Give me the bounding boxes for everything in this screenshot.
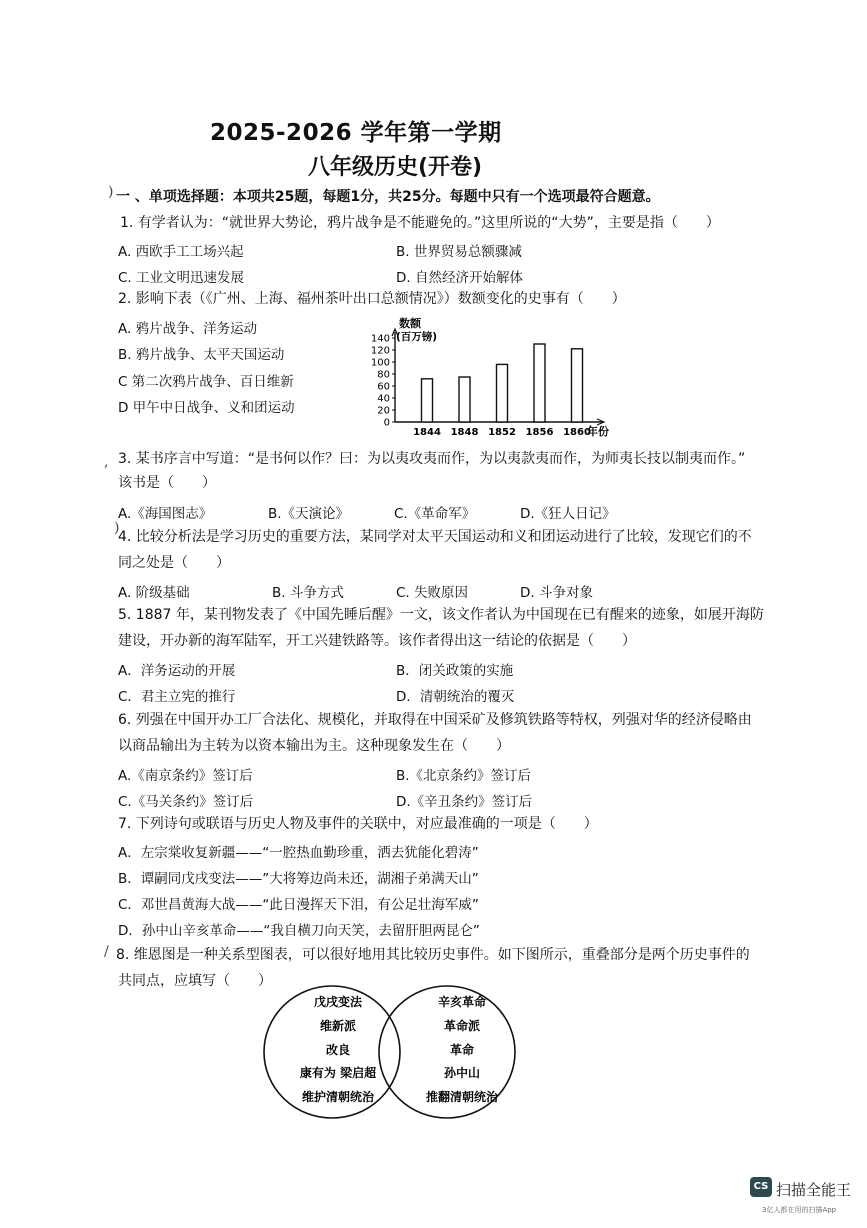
q2-option-a: A. 鸦片战争、洋务运动 [118, 321, 258, 337]
chart-bar [459, 377, 470, 422]
q6-stem-line2: 以商品输出为主转为以资本输出为主。这种现象发生在（ ） [118, 738, 510, 754]
q5-stem-line2: 建设，开办新的海军陆军，开工兴建铁路等。该作者得出这一结论的依据是（ ） [118, 633, 636, 649]
chart-y-tick-label: 140 [370, 333, 390, 345]
q7-option-c: C．邓世昌黄海大战——“此日漫挥天下泪，有公足壮海军威” [118, 897, 479, 913]
venn-right-item: 革命 [449, 1043, 475, 1057]
venn-left-item: 康有为 梁启超 [299, 1066, 377, 1080]
venn-left-item: 改良 [325, 1043, 351, 1057]
q1-option-a: A. 西欧手工工场兴起 [118, 244, 244, 260]
q4-option-c: C. 失败原因 [396, 585, 469, 601]
chart-bar [572, 349, 583, 422]
chart-x-tick-label: 1852 [488, 427, 516, 438]
watermark-tagline: 3亿人都在用的扫描App [762, 1206, 837, 1214]
section-heading: 一 、单项选择题：本项共25题，每题1分，共25分。每题中只有一个选项最符合题意。 [116, 189, 660, 205]
venn-left-item: 戊戌变法 [313, 995, 363, 1009]
q4-option-d: D. 斗争对象 [520, 585, 593, 601]
q1-option-c: C. 工业文明迅速发展 [118, 270, 245, 286]
chart-y-tick-label: 100 [370, 357, 390, 369]
scan-mark: , [104, 454, 109, 470]
exam-subtitle: 八年级历史(开卷) [308, 155, 483, 180]
q2-option-d: D 甲午中日战争、义和团运动 [118, 400, 295, 416]
q4-option-b: B. 斗争方式 [272, 585, 344, 601]
chart-x-tick-label: 1844 [413, 427, 441, 438]
q7-option-a: A．左宗棠收复新疆——“一腔热血勤珍重，洒去犹能化碧涛” [118, 845, 479, 861]
watermark-name: 扫描全能王 [776, 1181, 852, 1199]
chart-bar [422, 379, 433, 422]
chart-bar [497, 364, 508, 422]
q4-option-a: A. 阶级基础 [118, 585, 190, 601]
q2-option-c: C 第二次鸦片战争、百日维新 [118, 374, 294, 390]
q5-option-d: D．清朝统治的覆灭 [396, 689, 515, 705]
venn-left-item: 维新派 [319, 1019, 357, 1033]
chart-yunit: (百万镑) [396, 331, 438, 343]
q3-stem-line2: 该书是（ ） [118, 475, 216, 491]
chart-x-tick-label: 1860 [563, 427, 591, 438]
q6-option-c: C.《马关条约》签订后 [118, 794, 254, 810]
q2-option-b: B. 鸦片战争、太平天国运动 [118, 347, 285, 363]
chart-y-tick-label: 0 [383, 417, 390, 429]
venn-right-item: 辛亥革命 [437, 995, 487, 1009]
q3-stem-line1: 3. 某书序言中写道：“是书何以作？曰：为以夷攻夷而作，为以夷款夷而作，为师夷长技以制夷而作。” [118, 451, 746, 467]
chart-ylabel: 数额 [399, 317, 421, 330]
venn-diagram [260, 982, 522, 1122]
q4-stem-line2: 同之处是（ ） [118, 555, 230, 571]
q5-option-a: A．洋务运动的开展 [118, 663, 236, 679]
q6-stem-line1: 6. 列强在中国开办工厂合法化、规模化，并取得在中国采矿及修筑铁路等特权，列强对华的经济侵略由 [118, 712, 752, 728]
q6-option-a: A.《南京条约》签订后 [118, 768, 253, 784]
tea-export-bar-chart [365, 316, 625, 444]
q5-option-b: B．闭关政策的实施 [396, 663, 514, 679]
q6-option-b: B.《北京条约》签订后 [396, 768, 532, 784]
q8-stem-line2: 共同点，应填写（ ） [118, 973, 272, 989]
chart-y-tick-label: 40 [377, 393, 390, 405]
camscanner-logo-icon: CS [750, 1177, 772, 1197]
q8-stem-line1: 8. 维恩图是一种关系型图表，可以很好地用其比较历史事件。如下图所示，重叠部分是两个历史事件的 [116, 947, 750, 963]
q3-option-d: D.《狂人日记》 [520, 506, 616, 522]
q6-option-d: D.《辛丑条约》签订后 [396, 794, 533, 810]
q7-stem: 7. 下列诗句或联语与历史人物及事件的关联中，对应最准确的一项是（ ） [118, 816, 598, 832]
exam-title: 2025-2026 学年第一学期 [210, 120, 502, 146]
q5-stem-line1: 5. 1887 年，某刊物发表了《中国先睡后醒》一文，该文作者认为中国现在已有醒来的迹象，如展开海防 [118, 607, 764, 623]
q3-option-b: B.《天演论》 [268, 506, 350, 522]
venn-left-item: 维护清朝统治 [301, 1090, 375, 1104]
chart-bar [534, 344, 545, 422]
q2-stem: 2. 影响下表（《广州、上海、福州茶叶出口总额情况》）数额变化的史事有（ ） [118, 291, 626, 307]
chart-xlabel: 年份 [587, 425, 609, 438]
chart-y-tick-label: 60 [377, 381, 390, 393]
scan-mark: ) [114, 520, 120, 536]
chart-y-tick-label: 20 [377, 405, 390, 417]
venn-right-item: 推翻清朝统治 [425, 1090, 499, 1104]
venn-right-item: 革命派 [443, 1019, 481, 1033]
q7-option-d: D．孙中山辛亥革命——“我自横刀向天笑，去留肝胆两昆仑” [118, 923, 480, 939]
q1-stem: 1. 有学者认为：“就世界大势论，鸦片战争是不能避免的。”这里所说的“大势”，主要是指（ ） [120, 215, 720, 231]
chart-x-tick-label: 1848 [450, 427, 479, 438]
q1-option-b: B. 世界贸易总额骤减 [396, 244, 522, 260]
q4-stem-line1: 4. 比较分析法是学习历史的重要方法，某同学对太平天国运动和义和团运动进行了比较，发现它们的不 [118, 529, 752, 545]
q5-option-c: C．君主立宪的推行 [118, 689, 236, 705]
scan-mark: / [104, 944, 109, 960]
scan-mark: ) [108, 184, 114, 200]
q3-option-a: A.《海国图志》 [118, 506, 213, 522]
chart-y-tick-label: 120 [370, 345, 390, 357]
q7-option-b: B．谭嗣同戊戌变法——”大将筹边尚未还，湖湘子弟满天山” [118, 871, 479, 887]
venn-right-item: 孙中山 [443, 1066, 481, 1080]
chart-x-tick-label: 1856 [525, 427, 554, 438]
q3-option-c: C.《革命军》 [394, 506, 476, 522]
q1-option-d: D. 自然经济开始解体 [396, 270, 523, 286]
chart-y-tick-label: 80 [377, 369, 390, 381]
